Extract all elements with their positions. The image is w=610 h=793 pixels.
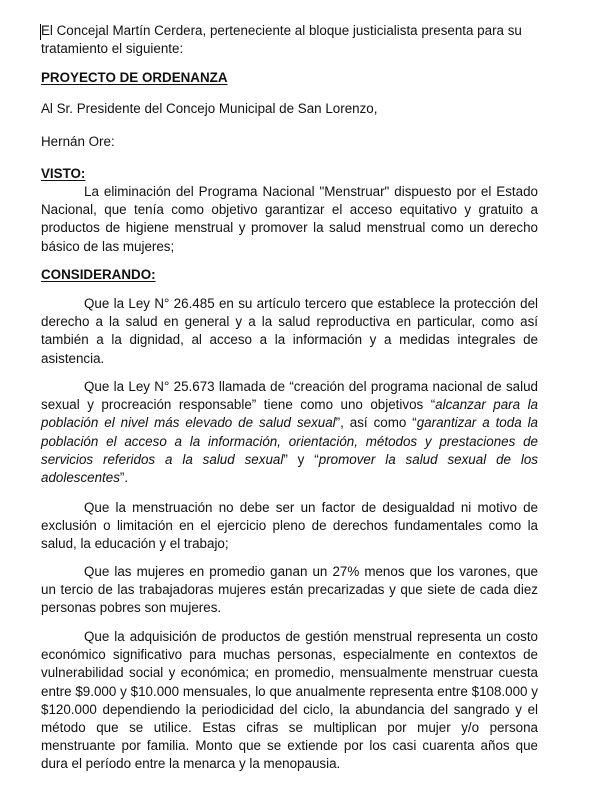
intro-paragraph: El Concejal Martín Cerdera, perteneciente al bloque justicialista presenta para su tratamiento el siguiente: — [41, 23, 522, 57]
p2-italic-a: alcanzar para la población el nivel más elevado de salud sexual — [41, 397, 538, 431]
project-title: PROYECTO DE ORDENANZA — [41, 70, 228, 85]
visto-paragraph: La eliminación del Programa Nacional "Menstruar" dispuesto por el Estado Nacional, que tenía como objetivo garantizar el acceso equitativo y gratuito a productos de higiene menstrual y promover la salud menstrual como un derecho básico de las mujeres; — [41, 184, 538, 254]
p2-text-c: ” y “ — [283, 451, 319, 467]
visto-heading: VISTO: — [41, 166, 86, 181]
p2-text-d: ”. — [119, 470, 129, 486]
addressee: Hernán Ore: — [41, 134, 115, 149]
considerando-paragraph-2 — [41, 378, 538, 487]
considerando-heading: CONSIDERANDO: — [41, 267, 156, 282]
p2-text-a: Que la Ley N° 25.673 llamada de “creación del programa nacional de salud sexual y procreación responsable” tiene como uno objetivos “ — [41, 379, 538, 413]
considerando-paragraph-5: Que la adquisición de productos de gestión menstrual representa un costo económico significativo para muchas personas, especialmente en contextos de vulnerabilidad social y económica; en promedio, mensualmente menstruar cuesta entre $9.000 y $10.000 mensuales, lo que anualmente representa entre $108.000 y $120.000 dependiendo la periodicidad del ciclo, la abundancia del sangrado y el método que se utilice. Estas cifras se multiplican por mujer y/o persona menstruante por familia. Monto que se extiende por los casi cuarenta años que dura el período entre la menarca y la menopausia. — [41, 629, 538, 772]
p2-italic-b: garantizar a toda la población el acceso a la información, orientación, métodos y prestaciones de servicios referidos a la salud sexual — [41, 415, 538, 467]
p2-text-b: ”, así como “ — [335, 415, 417, 431]
considerando-paragraph-3: Que la menstruación no debe ser un factor de desigualdad ni motivo de exclusión o limitación en el ejercicio pleno de derechos fundamentales como la salud, la educación y el trabajo; — [41, 500, 538, 552]
considerando-paragraph-4: Que las mujeres en promedio ganan un 27% menos que los varones, que un tercio de las trabajadoras mujeres están precarizadas y que siete de cada diez personas pobres son mujeres. — [41, 564, 538, 616]
salutation: Al Sr. Presidente del Concejo Municipal de San Lorenzo, — [41, 101, 378, 116]
p2-italic-c: promover la salud sexual de los adolescentes — [41, 451, 538, 486]
considerando-paragraph-1: Que la Ley N° 26.485 en su artículo tercero que establece la protección del derecho a la salud en general y a la salud reproductiva en particular, como así también a la dignidad, al acceso a la información y a medidas integrales de asistencia. — [41, 296, 538, 366]
